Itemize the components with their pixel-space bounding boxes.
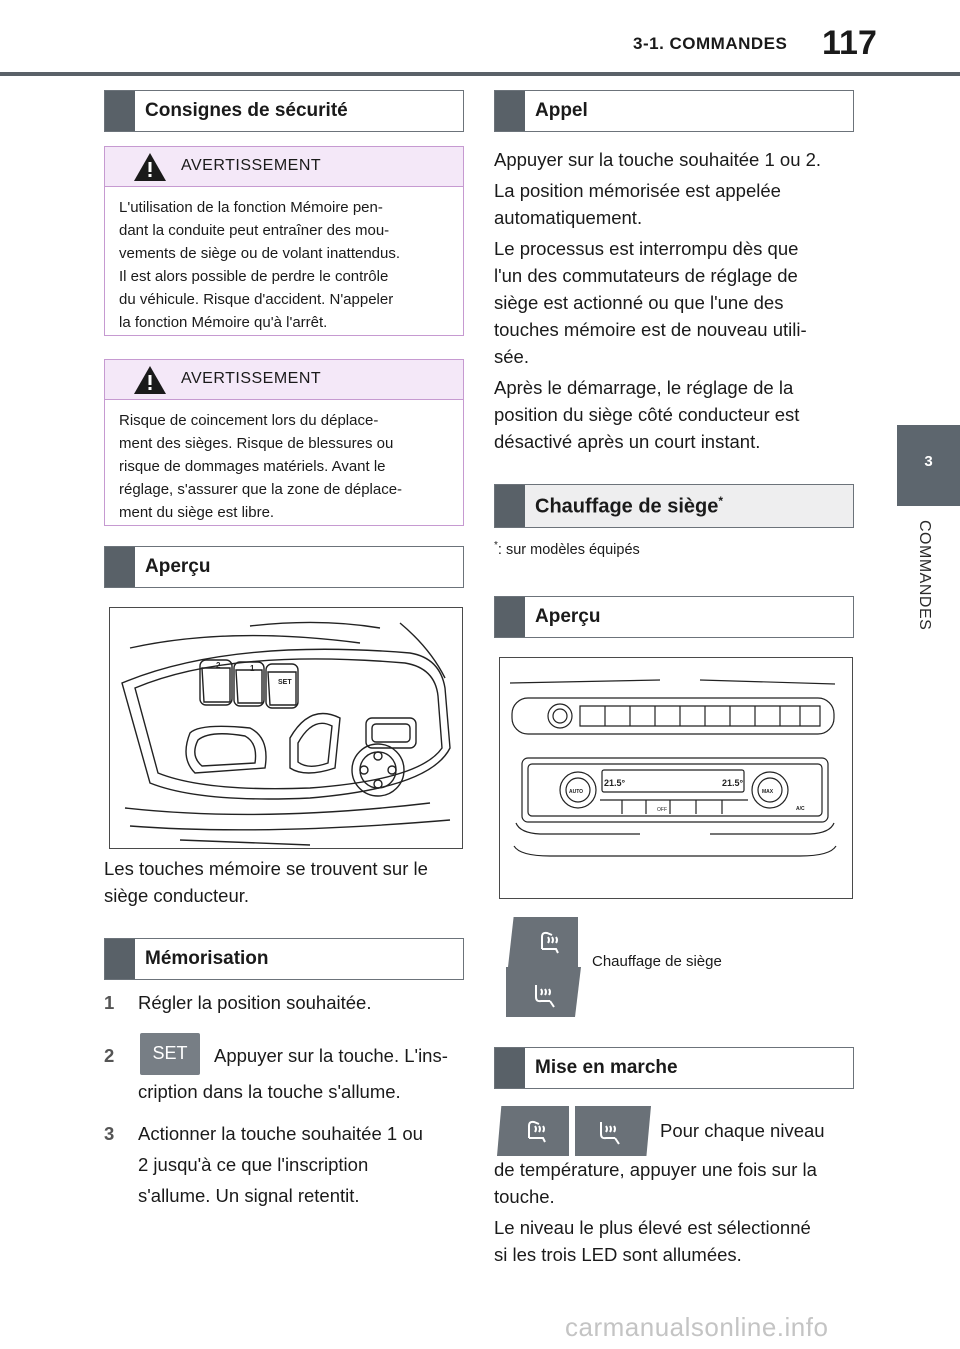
heading-consignes-securite: Consignes de sécurité: [104, 90, 464, 132]
climate-controls-drawing: [500, 658, 852, 898]
running-header-section: 3-1. COMMANDES: [633, 34, 788, 53]
seat-heat-icon: [508, 917, 578, 967]
climate-panel-illustration: [499, 657, 853, 899]
warning-label: AVERTISSEMENT: [181, 370, 322, 387]
chapter-side-label: COMMANDES: [916, 520, 933, 631]
step-1: 1 Régler la position souhaitée.: [104, 992, 372, 1013]
heading-appel: Appel: [494, 90, 854, 132]
seat-heating-caption: Chauffage de siège: [592, 953, 722, 970]
climate-temp-right: 21.5°: [722, 778, 744, 788]
heading-memorisation: Mémorisation: [104, 938, 464, 980]
seat-memory-illustration: [109, 607, 463, 849]
appel-text: Appuyer sur la touche souhaitée 1 ou 2. La position mémorisée est appelée automatiquement. Le processus est interrompu dès que l'un des commutateurs de réglage de siège est actionné ou que l'une des touches mémoire est de nouveau utili- sée. Après le démarrage, le réglage de la position du siège côté conducteur est désactivé après un court instant.: [494, 149, 822, 452]
apercu-caption: Les touches mémoire se trouvent sur le siège conducteur.: [104, 858, 428, 906]
climate-ac-label: A/C: [796, 806, 805, 812]
seat-heating-button: [506, 967, 581, 1017]
warning-text: L'utilisation de la fonction Mémoire pen- dant la conduite peut entraîner des mou- vements de siège ou de volant inattendus. Il est alors possible de perdre le contrôle du véhicule. Risque d'accident. N'appeler la fonction Mémoire qu'à l'arrêt.: [119, 199, 401, 331]
climate-max-label: MAX: [762, 789, 774, 795]
set-key-icon: SET: [140, 1033, 200, 1075]
seat-heating-button-lit: [508, 917, 578, 967]
seat-controls-drawing: [110, 608, 462, 848]
watermark: carmanualsonline.info: [565, 1312, 829, 1342]
memory-key-1-label: 1: [250, 664, 255, 673]
seat-heat-icon: [575, 1106, 651, 1156]
warning-triangle-icon: [132, 151, 168, 183]
climate-temp-left: 21.5°: [604, 778, 626, 788]
mise-text: de température, appuyer une fois sur la touche. Le niveau le plus élevé est sélectionné si les trois LED sont allumées.: [494, 1159, 817, 1265]
chapter-tab: [897, 425, 960, 506]
memory-key-set-label: SET: [278, 679, 292, 686]
warning-box-pinching: [104, 359, 464, 526]
heading-mise-en-marche: Mise en marche: [494, 1047, 854, 1089]
heading-apercu-left: Aperçu: [104, 546, 464, 588]
warning-triangle-icon: [132, 364, 168, 396]
mise-inline-text: Pour chaque niveau: [660, 1120, 825, 1141]
footnote: *: sur modèles équipés: [494, 540, 640, 558]
warning-box-memory: [104, 146, 464, 336]
climate-auto-label: AUTO: [569, 789, 584, 795]
warning-text: Risque de coincement lors du déplace- ment des sièges. Risque de blessures ou risque de dommages matériels. Avant le réglage, s'assurer que la zone de déplace- ment du siège est libre.: [119, 412, 403, 521]
step-3: 3 Actionner la touche souhaitée 1 ou 2 jusqu'à ce que l'inscription s'allume. Un signal retentit.: [104, 1123, 423, 1206]
heading-apercu-right: Aperçu: [494, 596, 854, 638]
warning-label: AVERTISSEMENT: [181, 157, 322, 174]
page-number: 117: [822, 24, 877, 62]
seat-heating-button-lit: [497, 1106, 569, 1156]
seat-heat-icon: [506, 967, 581, 1017]
climate-off-label: OFF: [657, 807, 667, 813]
header-rule: [0, 72, 960, 76]
seat-heat-icon: [497, 1106, 569, 1156]
heading-chauffage-siege: Chauffage de siège*: [494, 484, 854, 528]
memory-key-2-label: 2: [216, 661, 221, 670]
seat-heating-button: [575, 1106, 651, 1156]
chapter-number: 3: [924, 453, 933, 470]
step-2: 2 Appuyer sur la touche. L'ins- cription dans la touche s'allume.: [104, 1045, 448, 1102]
